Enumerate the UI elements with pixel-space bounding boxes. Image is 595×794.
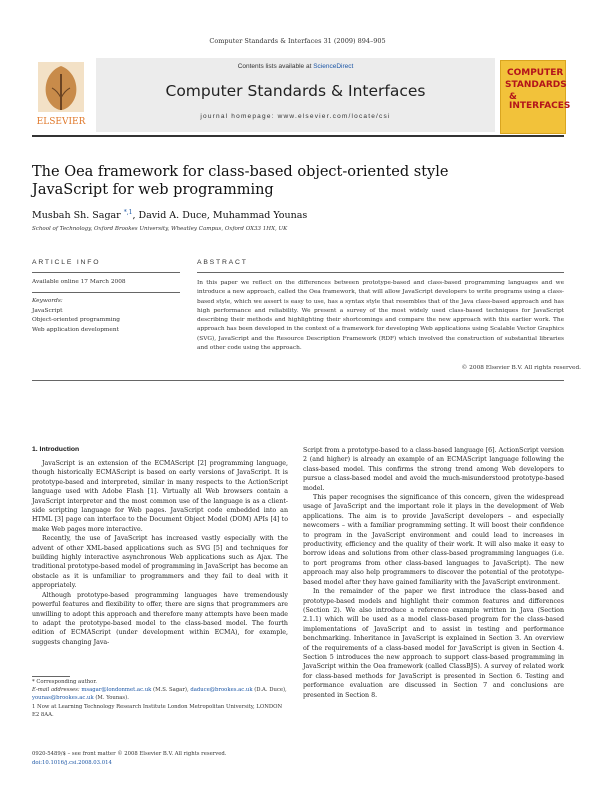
footnote-rule: [32, 676, 70, 677]
divider: [32, 380, 564, 381]
section-heading: 1. Introduction: [32, 446, 80, 453]
email-label: E-mail addresses:: [32, 687, 82, 694]
cover-text-line: STANDARDS: [505, 80, 567, 90]
abstract-heading: ABSTRACT: [197, 259, 248, 266]
doi-link[interactable]: doi:10.1016/j.csi.2008.03.014: [32, 759, 112, 766]
issn-line: 0920-5489/$ – see front matter © 2008 Elsevier B.V. All rights reserved.: [32, 751, 227, 757]
body-column-left: [32, 459, 288, 647]
divider: [32, 292, 180, 293]
author-footnote-marker[interactable]: *,1: [123, 209, 133, 216]
author-list: [32, 209, 307, 221]
email-owner: (M.S. Sagar),: [151, 687, 191, 694]
paragraph: Recently, the use of JavaScript has increased vastly especially with the advent of other XML-based applications such as SVG [5] and techniques for building highly interactive asynchronous Web applications such as Ajax. The traditional prototype-based model of programming in JavaScript has become an obstacle as it is unfamiliar to programmers and they fail to deal with it appropriately.: [32, 535, 288, 590]
corresponding-author-note: * Corresponding author.: [32, 679, 97, 685]
journal-homepage[interactable]: journal homepage: www.elsevier.com/locate/csi: [200, 113, 391, 120]
front-matter: [32, 750, 226, 767]
email-addresses: [32, 686, 288, 702]
journal-title: Computer Standards & Interfaces: [165, 82, 426, 100]
keyword: Object-oriented programming: [32, 317, 121, 323]
keyword: JavaScript: [32, 307, 63, 314]
cover-text-line: COMPUTER: [507, 68, 564, 78]
email-link[interactable]: younas@brookes.ac.uk: [32, 695, 94, 702]
abstract-text: In this paper we reflect on the differences between prototype-based and class-based programming languages and we introduce a new approach, called the Oea framework, that will allow JavaScript developers to write programs using a class-based style, which we assert is easy to use, has a syntax style that resembles that of the Java class-based approach and has high performance and reliability. We present a survey of the most widely used class-based techniques for JavaScript describing their methods and highlighting their shortcomings and compare the new approach with this earlier work. The approach has been developed in the context of a framework for developing Web applications using Scalable Vector Graphics (SVG), JavaScript and the Resource Description Framework (RDF) which involved the construction of substantial libraries and other code using the approach.: [197, 280, 564, 352]
email-owner: (D.A. Duce),: [252, 687, 287, 694]
paragraph: This paper recognises the significance of this concern, given the widespread usage of JavaScript and the important role it plays in the development of Web applications. The aim is to provide JavaScript developers – and especially newcomers – with a familiar programming setting. It will boost their confidence to program in the JavaScript environment and could lead to increases in productivity, efficiency and the quality of their work. It will also make it easy to borrow ideas and solutions from other class-based programming languages (i.e. to port programs from other class-based languages to JavaScript). The new approach may also help programmers to discover the potential of the prototype-based model after they have gained familiarity with the JavaScript environment.: [303, 494, 564, 586]
email-owner: (M. Younas).: [93, 695, 129, 702]
header-rule: [32, 135, 564, 137]
paragraph: JavaScript is an extension of the ECMAScript [2] programming language, though historically ECMAScript is based on early versions of JavaScript. It is prototype-based and interpreted, similar in many respects to the ActionScript language used with Adobe Flash [1]. Virtually all Web browsers contain a JavaScript interpreter and the most common use of the language is as a client-side scripting language for Web pages. JavaScript code embedded into an HTML [3] page can interface to the Document Object Model (DOM) APIs [4] to make Web pages more interactive.: [32, 460, 288, 533]
keywords-block: [32, 297, 120, 335]
body-column-right: [303, 446, 564, 700]
paragraph: Although prototype-based programming languages have tremendously powerful features and flexibility to offer, there are signs that programmers are unwilling to adopt this approach and therefore many attempts have been made to adapt the prototype-based model to the class-based model. The fourth edition of ECMAScript (under development within ECMA), for example, suggests changing Java-: [32, 591, 288, 646]
footnotes: [32, 678, 288, 719]
elsevier-wordmark: ELSEVIER: [36, 117, 86, 127]
divider: [197, 272, 564, 273]
author-names: , David A. Duce, Muhammad Younas: [132, 210, 308, 222]
journal-reference: Computer Standards & Interfaces 31 (2009) 894–905: [209, 37, 386, 45]
keywords-heading: Keywords:: [32, 298, 63, 304]
cover-text-line: & INTERFACES: [509, 92, 571, 111]
divider: [32, 272, 180, 273]
email-link[interactable]: msagar@londonmet.ac.uk: [81, 687, 152, 694]
footnote-1: 1 Now at Learning Technology Research Institute London Metropolitan University, LONDON E2 8AA.: [32, 703, 283, 718]
available-online: Available online 17 March 2008: [32, 279, 126, 285]
sciencedirect-link[interactable]: ScienceDirect: [313, 63, 354, 70]
contents-prefix: Contents lists available at: [237, 63, 314, 70]
email-link[interactable]: daduce@brookes.ac.uk: [190, 687, 253, 694]
affiliation: School of Technology, Oxford Brookes University, Wheatley Campus, Oxford OX33 1HX, UK: [32, 226, 288, 232]
paragraph: Script from a prototype-based to a class-based language [6]. ActionScript version 2 (and higher) is already an example of an ECMAScript language following the class-based model. This confirms the strong trend among Web developers to pursue a class-based model and avoid the much-misunderstood prototype-based model.: [303, 447, 564, 492]
keyword: Web application development: [32, 326, 119, 333]
author-name[interactable]: Musbah Sh. Sagar: [32, 210, 124, 222]
journal-cover-image: [500, 60, 571, 134]
article-info-heading: ARTICLE INFO: [32, 259, 101, 266]
contents-line: [96, 63, 495, 70]
article-title: The Oea framework for class-based object-oriented style JavaScript for web programming: [32, 164, 449, 198]
paragraph: In the remainder of the paper we first introduce the class-based and prototype-based models and highlight their common features and differences (Section 2). We also introduce a reference example written in Java (Section 2.1.1) which will be used as a model class-based program for the class-based implementations of JavaScript and to assist in testing and performance benchmarking. Inheritance in JavaScript is explained in Section 3. An overview of the requirements of a class-based model for JavaScript is given in Section 4. Section 5 introduces the new approach to support class-based programming in JavaScript within the Oea framework (called ClassBJS). A survey of related work for class-based methods for JavaScript is presented in Section 6. Testing and performance evaluation are discussed in Section 7 and conclusions are presented in Section 8.: [303, 588, 564, 699]
copyright-notice: © 2008 Elsevier B.V. All rights reserved.: [461, 365, 581, 371]
elsevier-logo: [32, 60, 90, 128]
